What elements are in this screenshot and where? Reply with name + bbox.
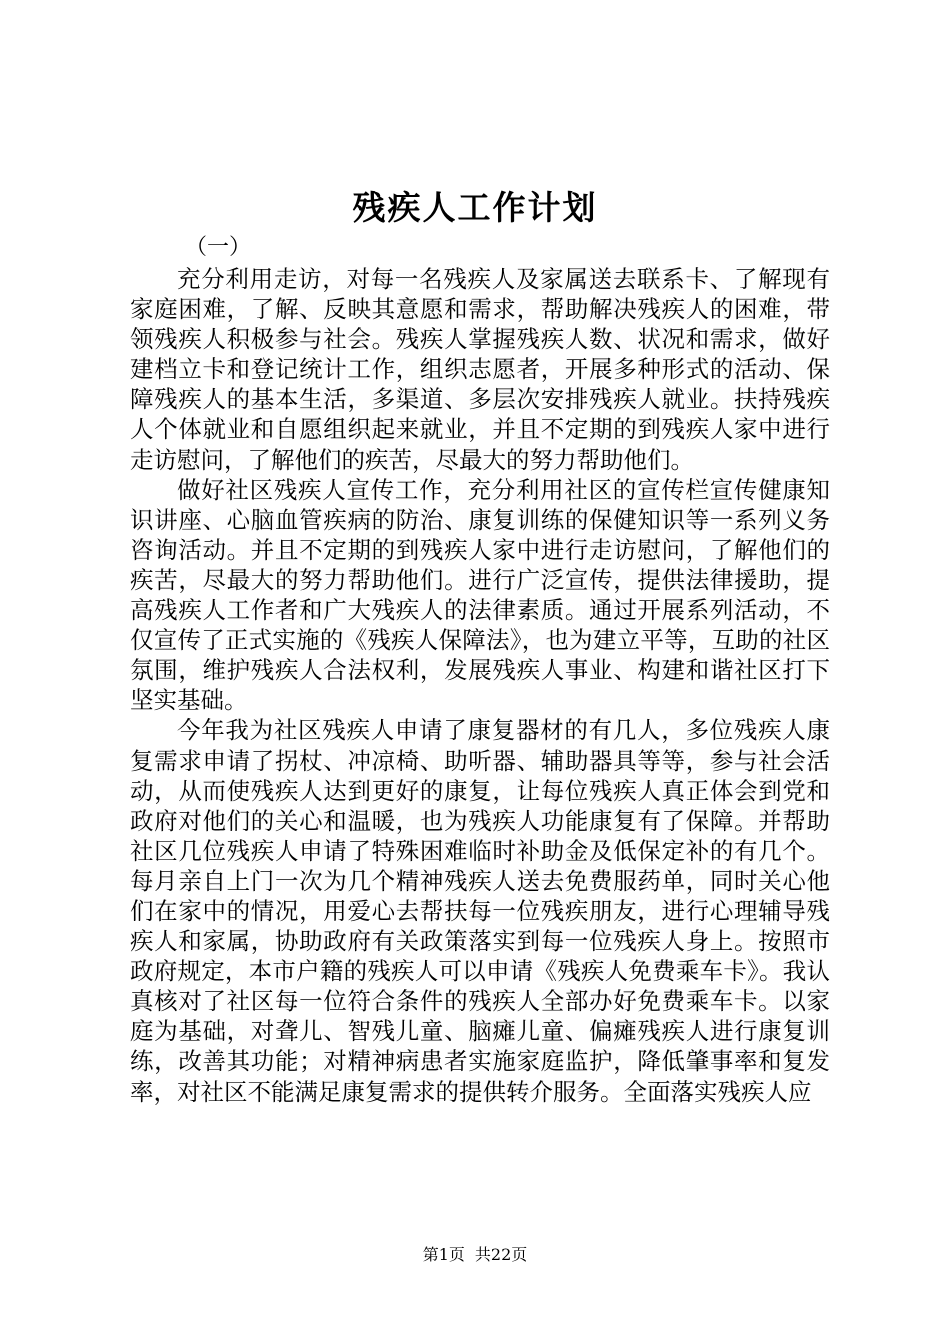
document-title: 残疾人工作计划 bbox=[352, 188, 598, 227]
paragraph-1: 充分利用走访，对每一名残疾人及家属送去联系卡、了解现有家庭困难，了解、反映其意愿和需求，帮助解决残疾人的困难，带领残疾人积极参与社会。残疾人掌握残疾人数、状况和需求，做好建档立卡和登记统计工作，组织志愿者，开展多种形式的活动、保障残疾人的基本生活，多渠道、多层次安排残疾人就业。扶持残疾人个体就业和自愿组织起来就业，并且不定期的到残疾人家中进行走访慰问，了解他们的疾苦，尽最大的努力帮助他们。 bbox=[130, 265, 830, 474]
paragraph-2: 做好社区残疾人宣传工作，充分利用社区的宣传栏宣传健康知识讲座、心脑血管疾病的防治、康复训练的保健知识等一系列义务咨询活动。并且不定期的到残疾人家中进行走访慰问，了解他们的疾苦，尽最大的努力帮助他们。进行广泛宣传，提供法律援助，提高残疾人工作者和广大残疾人的法律素质。通过开展系列活动，不仅宣传了正式实施的《残疾人保障法》，也为建立平等，互助的社区氛围，维护残疾人合法权利，发展残疾人事业、构建和谐社区打下坚实基础。 bbox=[130, 475, 830, 715]
page-number: 第1页 bbox=[422, 1245, 465, 1264]
document-body bbox=[130, 264, 830, 1107]
paragraph-3: 今年我为社区残疾人申请了康复器材的有几人，多位残疾人康复需求申请了拐杖、冲凉椅、助听器、辅助器具等等，参与社会活动，从而使残疾人达到更好的康复，让每位残疾人真正体会到党和政府对他们的关心和温暖，也为残疾人功能康复有了保障。并帮助社区几位残疾人申请了特殊困难临时补助金及低保定补的有几个。每月亲自上门一次为几个精神残疾人送去免费服药单，同时关心他们在家中的情况，用爱心去帮扶每一位残疾朋友，进行心理辅导残疾人和家属，协助政府有关政策落实到每一位残疾人身上。按照市政府规定，本市户籍的残疾人可以申请《残疾人免费乘车卡》。我认真核对了社区每一位符合条件的残疾人全部办好免费乘车卡。以家庭为基础，对聋儿、智残儿童、脑瘫儿童、偏瘫残疾人进行康复训练，改善其功能；对精神病患者实施家庭监护，降低肇事率和复发率，对社区不能满足康复需求的提供转介服务。全面落实残疾人应 bbox=[130, 716, 830, 1106]
section-label: （一） bbox=[185, 235, 252, 260]
page-total: 共22页 bbox=[474, 1245, 528, 1264]
page-footer bbox=[0, 1244, 950, 1266]
